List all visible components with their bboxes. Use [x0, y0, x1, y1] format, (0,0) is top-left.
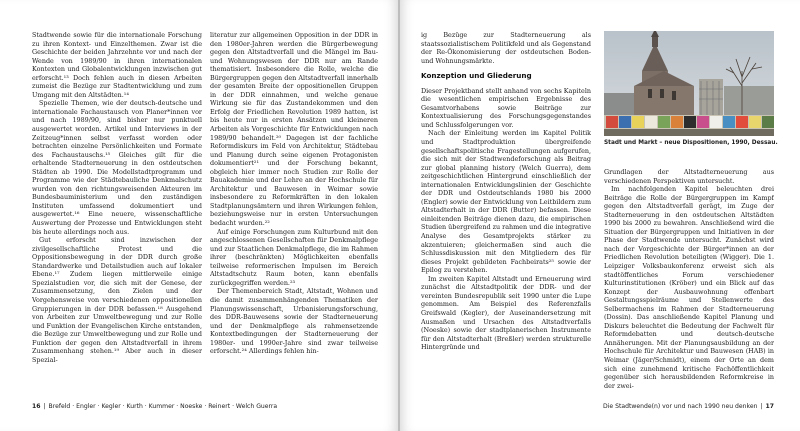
paragraph: Im zweiten Kapitel Altstadt und Erneuerung wird zunächst die Altstadtpolitik der DDR- und der vereinten Bundesrepublik seit 1990 unter die Lupe genommen. Am Beispiel des Referenzfalls Greifswald (Kegler), der Auseinandersetzung mit Ausmaßen und Ursachen des Altstadtverfalls (Noeske) sowie der stadtplanerischen Instrumente für den Altstadterhalt (Breßler) werden strukturelle Hintergründe und — [421, 274, 591, 352]
right-footer: Die Stadtwende(n) vor und nach 1990 neu denken | 17 — [603, 403, 774, 410]
right-column-2 — [604, 31, 774, 401]
running-title: Die Stadtwende(n) vor und nach 1990 neu denken — [603, 403, 758, 410]
left-column-1 — [32, 31, 202, 401]
paragraph: Im nachfolgenden Kapitel beleuchten drei Beiträge die Rolle der Bürgergruppen im Kampf gegen den Altstadtverfall gerägt, im Zuge der Stadterneuerung in den ostdeutschen Altstädten 1990 bis 2000 zu bewahren. Anschließend wird die Situation der Bürgergruppen und Initiativen in der Phase der Stadtwende untersucht. Zunächst wird nach der Vorgeschichte der Bürger*innen an der Friedlichen Revolution beteiligten (Wigger). Die 1. Leipziger Volksbaukonferenz erweist sich als stadtöffentliches Forum verschiedener Kulturinstitutionen (Kröber) und ein Blick auf das Konzept der Ausbauwohnung offenbart Gestaltungsspielräume und Stellenwerte des Selbermachens im Rahmen der Stadterneuerung (Dossin). Das anschließende Kapitel Planung und Diskurs beleuchtet die Bedeutung der Fachwelt für Reformdebatten und deutsch-deutsche Annäherungen. Mit der Planungsausbildung an der Hochschule für Architektur und Bauwesen (HAB) in Weimar (Jäger/Schmidt), einem der Orte an dem sich eine zunehmend kritische Fachöffentlichkeit gegenüber sich herausbildenden Reformkreise in der zwei- — [604, 185, 774, 390]
paragraph: Auf einige Forschungen zum Kulturbund mit den angeschlossenen Gesellschaften für Denkmalpflege und zur Staatlichen Denkmalpflege, die im Rahmen ihrer (beschränkten) Möglichkeiten ebenfalls teilweise reformerischen Impulsen im Bereich Altstadtschutz Raum boten, kann ebenfalls zurückgegriffen werden.²³ — [210, 227, 378, 287]
photo-caption: Stadt und Markt – neue Dispositionen, 1990, Dessau. — [604, 140, 778, 146]
left-footer: 16 | Brefeld · Engler · Kegler · Kurth · Kummer · Noeske · Reinert · Welch Guerra — [32, 403, 278, 410]
page-number: 17 — [765, 403, 774, 410]
paragraph: Nach der Einleitung werden im Kapitel Politik und Stadtproduktion übergreifende gesellschaftspolitische Fragestellungen aufgerufen, die sich mit der Stadtwendeforschung als Beitrag zur global planning history (Welch Guerra), dem zeitgeschichtlichen Hintergrund einschließlich der internationalen Entwicklungslinien der Geschichte der DDR und Ostdeutschlands 1980 bis 2000 (Engler) sowie der Entwicklung von Leitbildern zum Altstadterhalt in der DDR (Butter) befassen. Diese einleitenden Beiträge dienen dazu, die empirischen Studien übergreifend zu rahmen und die integrative Analyse des Gesamtprojekts stärker zu akzentuieren; gleichermaßen sind auch die Schlussdiskussion mit den Mitgliedern des für dieses Projekt gebildeten Fachbeirats²⁵ sowie der Epilog zu verstehen. — [421, 129, 591, 275]
paragraph: Dieser Projektband stellt anhand von sechs Kapiteln die wesentlichen empirischen Ergebnisse des Gesamtvorhabens sowie Beiträge zur Kontextualisierung des Forschungsgegenstandes und Schlussfolgerungen vor. — [421, 86, 591, 129]
paragraph: Der Themenbereich Stadt, Altstadt, Wohnen und die damit zusammenhängenden Thematiken der Planungswissenschaft, Urbanisierungsforschung, des DDR-Bauwesens sowie der Stadterneuerung und der Denkmalpflege als rahmensetzende Kontextbedingungen der Stadterneuerung der 1980er- und 1990er-Jahre sind zwar teilweise erforscht.²⁴ Allerdings fehlen hin- — [210, 287, 378, 356]
paragraph: literatur zur allgemeinen Opposition in der DDR in den 1980er-Jahren werden die Bürgerbewegung gegen den Altstadtverfall und die Mängel im Bau- und Wohnungswesen der DDR nur am Rande thematisiert. Insbesondere die Rolle, welche die Bürgergruppen gegen den Altstadtverfall innerhalb der gesamten Breite der oppositionellen Gruppen in der DDR einnahmen, und welche genaue Wirkung sie für das Zustandekommen und den Erfolg der Friedlichen Revolution 1989 hatten, ist bis heute nur in ersten Ansätzen und kleineren Arbeiten als Vorgeschichte für Entwicklungen nach 1989/90 behandelt.²⁰ Dagegen ist der fachliche Reformdiskurs im Feld von Architektur, Städtebau und Planung durch seine eigenen Protagonisten dokumentiert²¹ und der Forschung bekannt, obgleich hier immer noch Studien zur Rolle der Bauakademie und der Lehre an der Hochschule für Architektur und Bauwesen in Weimar sowie insbesondere zu Reformkräften in den lokalen Stadtplanungsämtern und ihren Wirkungen fehlen, beziehungsweise nur in ersten Untersuchungen bedacht wurden.²² — [210, 31, 378, 228]
left-column-2 — [210, 31, 378, 401]
page-number: 16 — [32, 403, 41, 410]
right-column-1 — [421, 31, 591, 401]
paragraph: Stadtwende sowie für die internationale Forschung zu ihren Kontext- und Einzelthemen. Zwar ist die Geschichte der beiden Jahrzehnte vor und nach der Wende von 1989/90 in ihren internationalen Kontexten und Globalentwicklungen inzwischen gut erforscht.¹³ Doch fehlen auch in diesen Arbeiten zumeist die Bezüge zur Stadtentwicklung und zum Umgang mit den Altstädten.¹⁴ — [32, 31, 202, 99]
paragraph: Gut erforscht sind inzwischen der zivilgesellschaftliche Protest und die Oppositionsbewegung in der DDR durch große Standardwerke und Detailstudien auch auf lokaler Ebene.¹⁷ Zudem liegen mittlerweile einige Spezialstudien vor, die sich mit der Genese, der Zusammensetzung, den Zielen und der Vorgehensweise von verschiedenen oppositionellen Gruppierungen in der DDR befassen.¹⁸ Ausgehend von Arbeiten zur Umweltbewegung und zur Rolle und Funktion der Evangelischen Kirche entstanden, die Bezüge zur Umweltbewegung und zur Rolle und Funktion der gegen den Altstadtverfall in ihrem Zusammenhang stehen.¹⁹ Aber auch in dieser Spezial- — [32, 236, 202, 364]
paragraph: ig Bezüge zur Stadterneuerung als staatssozialistischem Politikfeld und als Gegenstand der Re-Ökonomisierung der ostdeutschen Boden- und Wohnungsmärkte. — [421, 31, 591, 65]
left-page — [0, 0, 398, 431]
paragraph: Grundlagen der Altstadterneuerung aus verschiedenen Perspektiven untersucht. — [604, 168, 774, 185]
running-authors: Brefeld · Engler · Kegler · Kurth · Kummer · Noeske · Reinert · Welch Guerra — [48, 403, 278, 410]
paragraph: Spezielle Themen, wie der deutsch-deutsche und internationale Fachaustausch von Planer*innen vor und nach 1989/90, sind bisher nur punktuell ausgewertet worden. Artikel und Interviews in der Zeitzeug*innen selbst verfasst worden oder betrachten einzelne Persönlichkeiten und Formate des Fachaustauschs.¹⁵ Gleiches gilt für die erhaltende Stadterneuerung in den ostdeutschen Städten ab 1990. Die Modellstadtprogramm und Programme wie der Städtebauliche Denkmalschutz wurden von den richtungsweisenden Akteuren im Bundesbauministerium und den zuständigen Instituten umfassend dokumentiert und ausgewertet.¹⁶ Eine neuere, wissenschaftliche Auswertung der Prozesse und Entwicklungen steht bis heute allerdings noch aus. — [32, 99, 202, 236]
section-heading: Konzeption und Gliederung — [421, 71, 532, 81]
